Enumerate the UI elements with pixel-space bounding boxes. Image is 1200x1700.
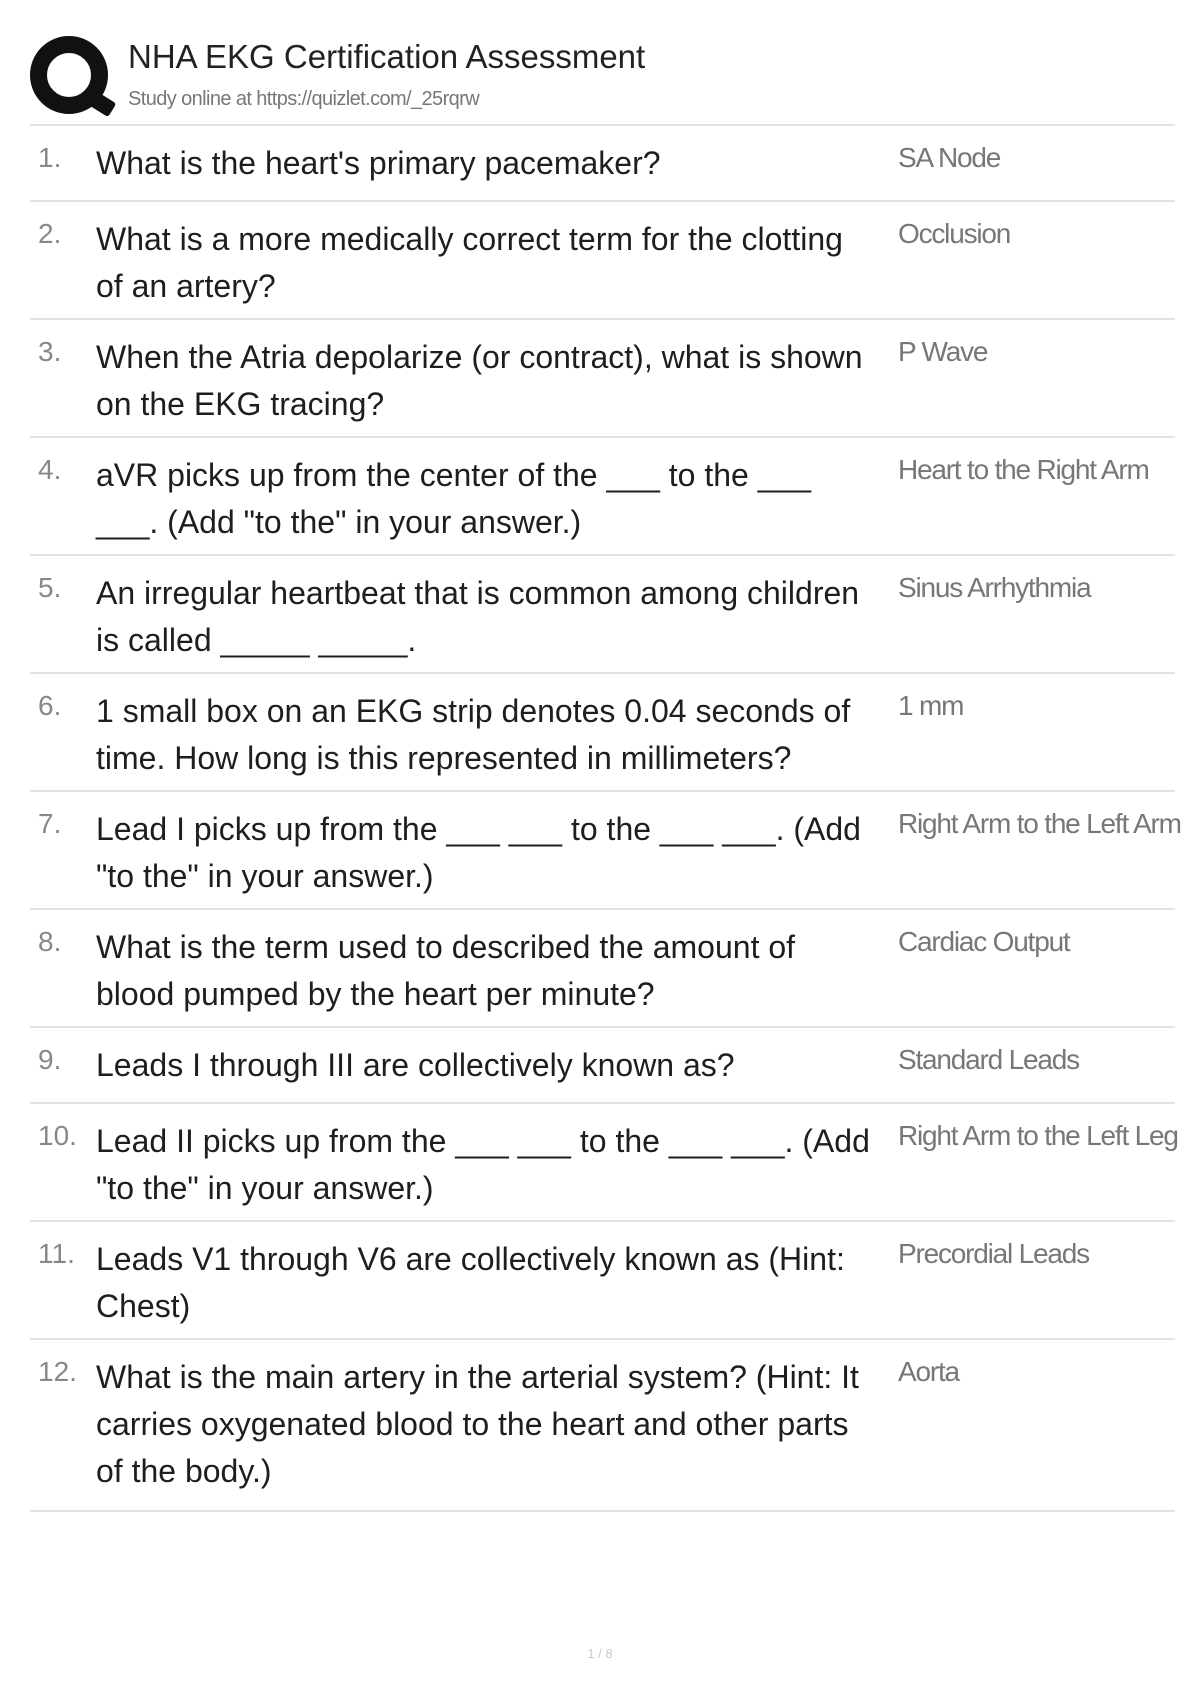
card-number: 8. [38, 926, 62, 957]
card-definition: Aorta [898, 1356, 959, 1387]
flashcard-row [30, 554, 1175, 672]
card-definition: Heart to the Right Arm [898, 454, 1149, 485]
card-number: 9. [38, 1044, 62, 1075]
card-definition: Standard Leads [898, 1044, 1079, 1075]
card-definition: 1 mm [898, 690, 964, 721]
card-number: 3. [38, 336, 62, 367]
card-definition: Precordial Leads [898, 1238, 1089, 1269]
card-number: 12. [38, 1356, 77, 1387]
flashcard-row [30, 1220, 1175, 1338]
card-number: 11. [38, 1238, 75, 1269]
page-indicator: 1 / 8 [587, 1646, 613, 1661]
flashcard-row [30, 200, 1175, 318]
card-term: aVR picks up from the center of the ___ to the ___ ___. (Add "to the" in your answer.) [96, 457, 812, 540]
card-definition: SA Node [898, 142, 1001, 173]
card-term: Leads V1 through V6 are collectively known as (Hint: Chest) [96, 1241, 845, 1324]
flashcard-list [30, 124, 1181, 1512]
card-definition: Right Arm to the Left Arm [898, 808, 1181, 839]
card-definition: Right Arm to the Left Leg [898, 1120, 1178, 1151]
card-term: Leads I through III are collectively known as? [96, 1047, 735, 1083]
card-term: 1 small box on an EKG strip denotes 0.04 seconds of time. How long is this represented in millimeters? [96, 693, 851, 776]
document-title: NHA EKG Certification Assessment [128, 38, 646, 75]
card-term: Lead II picks up from the ___ ___ to the ___ ___. (Add "to the" in your answer.) [96, 1123, 870, 1206]
card-number: 6. [38, 690, 62, 721]
card-term: An irregular heartbeat that is common among children is called _____ _____. [96, 575, 860, 658]
card-definition: Occlusion [898, 218, 1011, 249]
card-number: 2. [38, 218, 62, 249]
card-term: Lead I picks up from the ___ ___ to the ___ ___. (Add "to the" in your answer.) [96, 811, 861, 894]
flashcard-row [30, 1338, 1175, 1512]
card-number: 10. [38, 1120, 77, 1151]
card-term: What is the term used to described the amount of blood pumped by the heart per minute? [96, 929, 796, 1012]
flashcard-row [30, 124, 1175, 200]
card-number: 7. [38, 808, 62, 839]
card-definition: Sinus Arrhythmia [898, 572, 1091, 603]
flashcard-row [30, 1102, 1178, 1220]
flashcard-row [30, 790, 1181, 908]
document-header [30, 30, 1170, 122]
card-term: What is the heart's primary pacemaker? [96, 145, 661, 181]
card-definition: Cardiac Output [898, 926, 1070, 957]
flashcard-row [30, 1026, 1175, 1102]
flashcard-row [30, 672, 1175, 790]
flashcard-row [30, 908, 1175, 1026]
card-term: What is a more medically correct term for the clotting of an artery? [96, 221, 843, 304]
card-number: 5. [38, 572, 62, 603]
card-definition: P Wave [898, 336, 988, 367]
study-online-link[interactable]: Study online at https://quizlet.com/_25rqrw [128, 88, 480, 110]
card-number: 1. [38, 142, 62, 173]
card-number: 4. [38, 454, 62, 485]
card-term: What is the main artery in the arterial system? (Hint: It carries oxygenated blood to the heart and other parts of the body.) [96, 1359, 859, 1489]
flashcard-row [30, 436, 1175, 554]
flashcard-row [30, 318, 1175, 436]
card-term: When the Atria depolarize (or contract), what is shown on the EKG tracing? [96, 339, 863, 422]
